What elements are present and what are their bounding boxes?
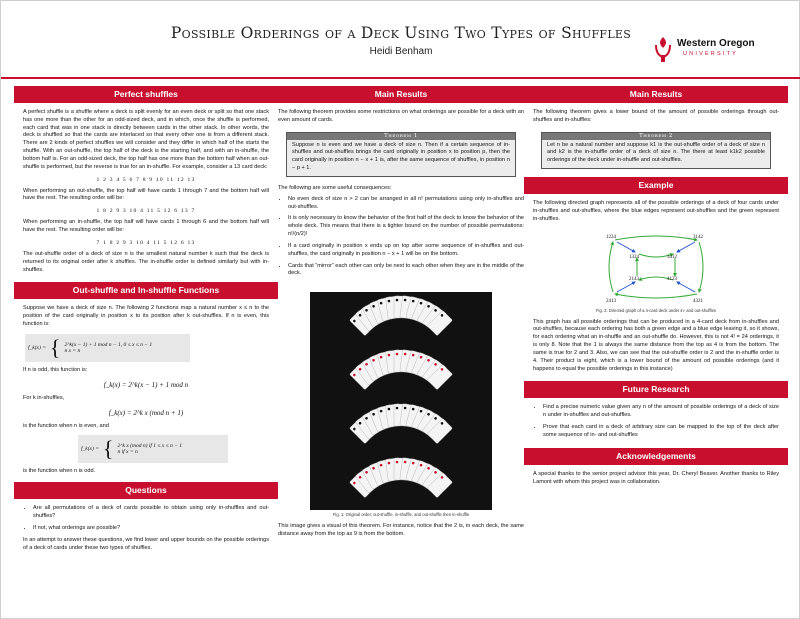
university-logo: [653, 35, 783, 67]
right-column: [533, 86, 779, 486]
node-1234: 1234: [606, 234, 616, 240]
card-suit-icon: [396, 299, 399, 302]
node-3412: 3412: [667, 254, 677, 260]
future-research-heading: Future Research: [524, 381, 788, 398]
poster-title: Possible Orderings of a Deck Using Two Types of Shuffles: [170, 24, 632, 42]
theorem-1-box: [286, 132, 516, 177]
middle-column: [278, 86, 524, 539]
logo-subtitle: UNIVERSITY: [683, 51, 739, 57]
figure-2-caption: Fig. 2: Directed graph of a 4-card deck under in- and out-shuffles: [595, 307, 717, 313]
question-item: • If not, what orderings are possible?: [33, 525, 269, 533]
after-figure-paragraph: This image gives a visual of this theorem. For instance, notice that the 2 is, in each deck, the same distance away from the top as 9 is from the bottom.: [278, 523, 524, 538]
formula-out-even-lhs: f_k(x) =: [28, 344, 46, 351]
node-4123: 4123: [667, 276, 677, 282]
card-suit-icon: [396, 407, 399, 410]
questions-heading: Questions: [14, 482, 278, 499]
theorem-2-title: Theorem 2: [542, 133, 770, 140]
questions-paragraph: In an attempt to answer these questions, we find lower and upper bounds on the possible orderings of a deck of cards under these two types of shuffles.: [23, 536, 269, 551]
theorem-1-text: Suppose n is even and we have a deck of size n. Then if a certain sequence of in-shuffles and out-shuffles brings the card originally in position x to position p, then the card originally in position n − x + 1 is, after the same sequence of shuffles, in position n − p + 1.: [292, 141, 510, 172]
formula-out-odd: f_k(x) = 2^k(x − 1) + 1 mod n: [103, 380, 189, 389]
author-name: Heidi Benham: [369, 46, 433, 57]
node-2413: 2413: [606, 298, 616, 304]
torch-icon: [653, 35, 673, 63]
perfect-shuffles-paragraph-4: The out-shuffle order of a deck of size n is the smallest natural number k such that the deck is returned to its original order after k shuffles. The in-shuffle order is defined similarly but with in-shuffles.: [23, 250, 269, 273]
formula-out-even: [25, 334, 190, 362]
functions-heading: Out-shuffle and In-shuffle Functions: [14, 282, 278, 299]
sequence-original: 1 2 3 4 5 6 7 8 9 10 11 12 13: [96, 176, 196, 183]
left-column: [23, 86, 269, 552]
node-4321: 4321: [693, 298, 703, 304]
formula-in-odd-case-1: 2^k x (mod n) if 1 ≤ x ≤ n − 1: [117, 443, 182, 450]
acknowledgements-heading: Acknowledgements: [524, 448, 788, 465]
brace-glyph: {: [49, 334, 61, 360]
future-research-list: [533, 404, 779, 439]
theorem-1-title: Theorem 1: [287, 133, 515, 140]
example-paragraph-2: This graph has all possible orderings that can be produced in a 4-card deck from in-shuffles and out-shuffles, because each ordering has both a green edge and a blue edge leaving it, so it shows, for each ordering what an in-shuffle and an out-shuffle do. However, this is not 4! = 24 orderings, it is only 8. Note that the 1 is always the same distance from the top as 4 is from the bottom. The same is true for 2 and 3. Also, we can see that the out-shuffle order is 2 and the in-shuffle order is 4. Their product is eight, which is a lower bound of the amount od possible orderings (and it happens to equal the possible orderings in this instance): [533, 318, 779, 372]
main-results-heading-2: Main Results: [524, 86, 788, 103]
formula-in-odd-case-2: n if x = n: [117, 449, 138, 456]
node-3142: 3142: [693, 234, 703, 240]
functions-paragraph-4: is the function when n is even, and: [23, 422, 109, 429]
consequence-item: • It is only necessary to know the behavior of the first half of the deck to know the behavior of the whole deck. This means that there is a tighter bound on the number of possible permutations: n!/(n/2)!: [288, 215, 524, 238]
consequences-intro: The following are some useful consequences:: [278, 184, 392, 191]
node-1324: 1324: [629, 254, 639, 260]
logo-name: Western Oregon: [677, 38, 755, 49]
perfect-shuffles-paragraph-2: When performing an out-shuffle, the top half will have cards 1 through 7 and the bottom half will have the rest. The resulting order will be:: [23, 187, 269, 202]
example-paragraph: The following directed graph represents all of the possible orderings of a deck of four cards under in-shuffles and out-shuffles, where the blue edges represent out-shuffles and the green represent in-shuffles.: [533, 200, 779, 222]
question-item: • Are all permutations of a deck of cards possible to obtain using only in-shuffles and out-shuffles?: [33, 505, 269, 521]
consequence-item: • Cards that “mirror” each other can only be next to each other when they are in the middle of the deck.: [288, 263, 524, 279]
card-suit-icon: [396, 353, 399, 356]
main-results-intro-2: The following theorem gives a lower bound of the amount of possible orderings through out-shuffles and in-shuffles:: [533, 109, 779, 123]
functions-paragraph-5: is the function when n is odd.: [23, 468, 96, 475]
perfect-shuffles-paragraph-3: When performing an in-shuffle, the top half will have cards 1 through 6 and the bottom half will have the rest. The resulting order will be:: [23, 219, 269, 234]
formula-out-even-case-2: n x = n: [64, 347, 81, 354]
shuffle-directed-graph: [601, 228, 711, 306]
sequence-in-shuffle: 7 1 8 2 9 3 10 4 11 5 12 6 13: [96, 239, 196, 246]
future-item: • Find a precise numeric value given any n of the amount of possible orderings of a deck of size n under in-shuffles and out-shuffles.: [543, 404, 779, 420]
formula-in-even: f_k(x) = 2^k x (mod n + 1): [108, 408, 184, 417]
consequences-list: [278, 196, 524, 278]
node-2143: 2143: [629, 276, 639, 282]
example-heading: Example: [524, 177, 788, 194]
perfect-shuffles-heading: Perfect shuffles: [14, 86, 278, 103]
perfect-shuffles-paragraph-1: A perfect shuffle is a shuffle where a deck is split evenly for an even deck or split so that one stack has one more than the other for an odd-sized deck, and in which, once the shuffle is performed, each card that was in one stack is directly between cards in the other stack. In other words, the deck is shuffled so that the cards are interlaced so that every other one is from a different stack. There are 2 kinds of perfect shuffles we will consider and they differ in which half of the starts the shuffle. With an out-shuffle, the top half of the deck is the starting half, and with an in-shuffle, the bottom half is. For an odd-sized deck, the top half has one more than the bottom half when an out-shuffle is performed, but the reverse is true for an in-shuffle. For example, consider a 13 card deck:: [23, 109, 269, 170]
brace-glyph: {: [102, 436, 114, 462]
poster-header: [1, 1, 800, 79]
functions-paragraph-1: Suppose we have a deck of size n. The following 2 functions map a natural number x ≤ n to the position of the card originally in position x to its position after k out-shuffles. If n is even, this function is:: [23, 305, 269, 328]
acknowledgements-paragraph: A special thanks to the senior project advisor this year, Dr. Cheryl Beaver. Another thanks to Riley Lamont with whom this project was in collaboration.: [533, 470, 779, 485]
main-results-heading: Main Results: [269, 86, 533, 103]
functions-paragraph-3: For k in-shuffles,: [23, 394, 65, 401]
formula-out-even-case-1: 2^k(x − 1) + 1 mod n − 1, 0 ≤ x ≤ n − 1: [64, 341, 153, 348]
functions-paragraph-2: If n is odd, this function is:: [23, 366, 88, 373]
questions-list: [23, 505, 269, 532]
theorem-2-text: Let n be a natural number and suppose k1 is the out-shuffle order of a deck of size n and k2 is the in-shuffle order of a deck of size n. The there at least k1k2 possible orderings of the deck under in-shuffle and out-shuffles.: [547, 141, 765, 164]
consequence-item: • No even deck of size n > 2 can be arranged in all n! permutations using only in-shuffles and out-shuffles.: [288, 196, 524, 212]
consequence-item: • If a card originally in position x ends up on top after some sequence of in-shuffles and out-shuffles, the card originally in position n − x + 1 will be on the bottom.: [288, 243, 524, 259]
formula-in-odd-lhs: f_k(x) =: [81, 446, 99, 453]
figure-1-caption: Fig. 1: Original order, out-shuffle, in-shuffle, and out-shuffle then in-shuffle: [332, 512, 470, 518]
main-results-intro: The following theorem provides some restrictions on what orderings are possible for a deck with an even amount of cards.: [278, 109, 524, 123]
theorem-2-box: [541, 132, 771, 169]
future-item: • Prove that each card in a deck of arbitrary size can be mapped to the top of the deck after some sequence of in- and out-shuffles: [543, 424, 779, 440]
card-suit-icon: [396, 461, 399, 464]
formula-in-odd: [78, 435, 228, 463]
card-fans-photo: [310, 292, 492, 510]
sequence-out-shuffle: 1 8 2 9 3 10 4 11 5 12 6 13 7: [96, 208, 196, 215]
